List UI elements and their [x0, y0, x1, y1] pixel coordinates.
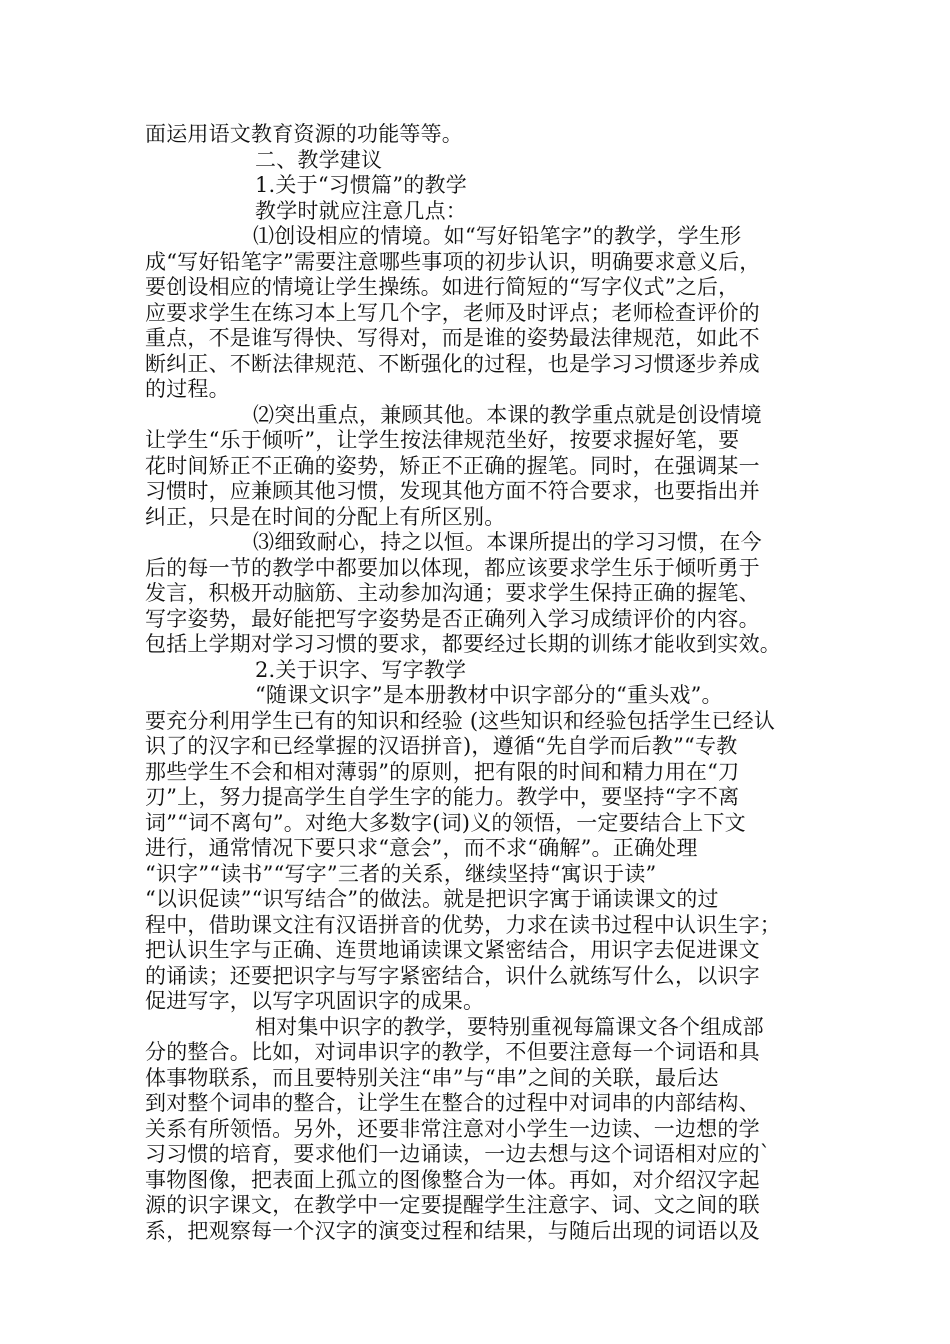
text-line: 1.关于“习惯篇”的教学	[255, 173, 467, 197]
document-page	[145, 122, 805, 1244]
text-line: 教学时就应注意几点：	[255, 198, 467, 223]
text-line: 写字姿势，最好能把写字姿势是否正确列入学习成绩评价的内容。	[145, 606, 760, 631]
text-line: 重点，不是谁写得快、写得对，而是谁的姿势最法律规范，如此不	[145, 326, 760, 350]
text-line: 的过程。	[145, 377, 230, 401]
text-line: ⑵突出重点，兼顾其他。本课的教学重点就是创设情境	[253, 402, 762, 427]
text-line: 分的整合。比如，对词串识字的教学，不但要注意每一个词语和具	[145, 1040, 760, 1064]
text-line: 相对集中识字的教学，要特别重视每篇课文各个组成部	[255, 1014, 764, 1039]
text-line: 断纠正、不断法律规范、不断强化的过程，也是学习习惯逐步养成	[145, 351, 760, 376]
text-line: 习习惯的培育，要求他们一边诵读，一边去想与这个词语相对应的`	[145, 1142, 771, 1166]
text-line: “随课文识字”是本册教材中识字部分的“重头戏”。	[255, 683, 723, 707]
text-line: 让学生“乐于倾听”，让学生按法律规范坐好，按要求握好笔，要	[145, 428, 740, 452]
text-line: 包括上学期对学习习惯的要求，都要经过长期的训练才能收到实效。	[145, 632, 781, 656]
text-line: ⑶细致耐心，持之以恒。本课所提出的学习习惯，在今	[253, 530, 762, 554]
text-line: 纠正，只是在时间的分配上有所区别。	[145, 504, 506, 529]
text-line: 那些学生不会和相对薄弱”的原则，把有限的时间和精力用在“刀	[145, 759, 740, 784]
text-line: 词”“词不离句”。对绝大多数字(词)义的领悟，一定要结合上下文	[145, 810, 746, 835]
text-line: 识了的汉字和已经掌握的汉语拼音)，遵循“先自学而后教”“专教	[145, 734, 738, 758]
text-line: 后的每一节的教学中都要加以体现，都应该要求学生乐于倾听勇于	[145, 555, 760, 580]
text-line: 应要求学生在练习本上写几个字，老师及时评点；老师检查评价的	[145, 300, 760, 325]
text-line: 面运用语文教育资源的功能等等。	[145, 122, 463, 146]
text-line: 的诵读；还要把识字与写字紧密结合，识什么就练写什么，以识字	[145, 963, 760, 988]
text-line: 进行，通常情况下要只求“意会”，而不求“确解”。正确处理	[145, 836, 698, 860]
document-body	[145, 122, 805, 1244]
text-line: 程中，借助课文注有汉语拼音的优势，力求在读书过程中认识生字；	[145, 912, 781, 937]
text-line: 发言，积极开动脑筋、主动参加沟通；要求学生保持正确的握笔、	[145, 581, 760, 605]
text-line: 体事物联系，而且要特别关注“串”与“串”之间的关联，最后达	[145, 1065, 719, 1090]
text-line: 二、教学建议	[255, 147, 383, 172]
text-line: 2.关于识字、写字教学	[255, 657, 467, 682]
text-line: ⑴创设相应的情境。如“写好铅笔字”的教学，学生形	[253, 224, 742, 248]
text-line: “以识促读”“识写结合”的做法。就是把识字寓于诵读课文的过	[145, 887, 719, 911]
text-line: 系，把观察每一个汉字的演变过程和结果，与随后出现的词语以及	[145, 1218, 760, 1243]
text-line: 事物图像，把表面上孤立的图像整合为一体。再如，对介绍汉字起	[145, 1167, 760, 1192]
text-line: 要充分利用学生已有的知识和经验 (这些知识和经验包括学生已经认	[145, 708, 776, 733]
text-line: “识字”“读书”“写字”三者的关系，继续坚持“寓识于读”	[145, 861, 657, 886]
text-line: 关系有所领悟。另外，还要非常注意对小学生一边读、一边想的学	[145, 1116, 760, 1141]
text-line: 刃”上，努力提高学生自学生字的能力。教学中，要坚持“字不离	[145, 785, 740, 809]
text-line: 花时间矫正不正确的姿势，矫正不正确的握笔。同时，在强调某一	[145, 453, 760, 478]
text-line: 习惯时，应兼顾其他习惯，发现其他方面不符合要求，也要指出并	[145, 479, 760, 503]
text-line: 促进写字，以写字巩固识字的成果。	[145, 989, 485, 1013]
text-line: 到对整个词串的整合，让学生在整合的过程中对词串的内部结构、	[145, 1091, 760, 1115]
text-line: 源的识字课文，在教学中一定要提醒学生注意字、词、文之间的联	[145, 1193, 760, 1217]
text-line: 把认识生字与正确、连贯地诵读课文紧密结合，用识字去促进课文	[145, 938, 760, 962]
text-line: 成“写好铅笔字”需要注意哪些事项的初步认识，明确要求意义后，	[145, 249, 761, 274]
text-line: 要创设相应的情境让学生操练。如进行简短的“写字仪式”之后，	[145, 275, 740, 299]
